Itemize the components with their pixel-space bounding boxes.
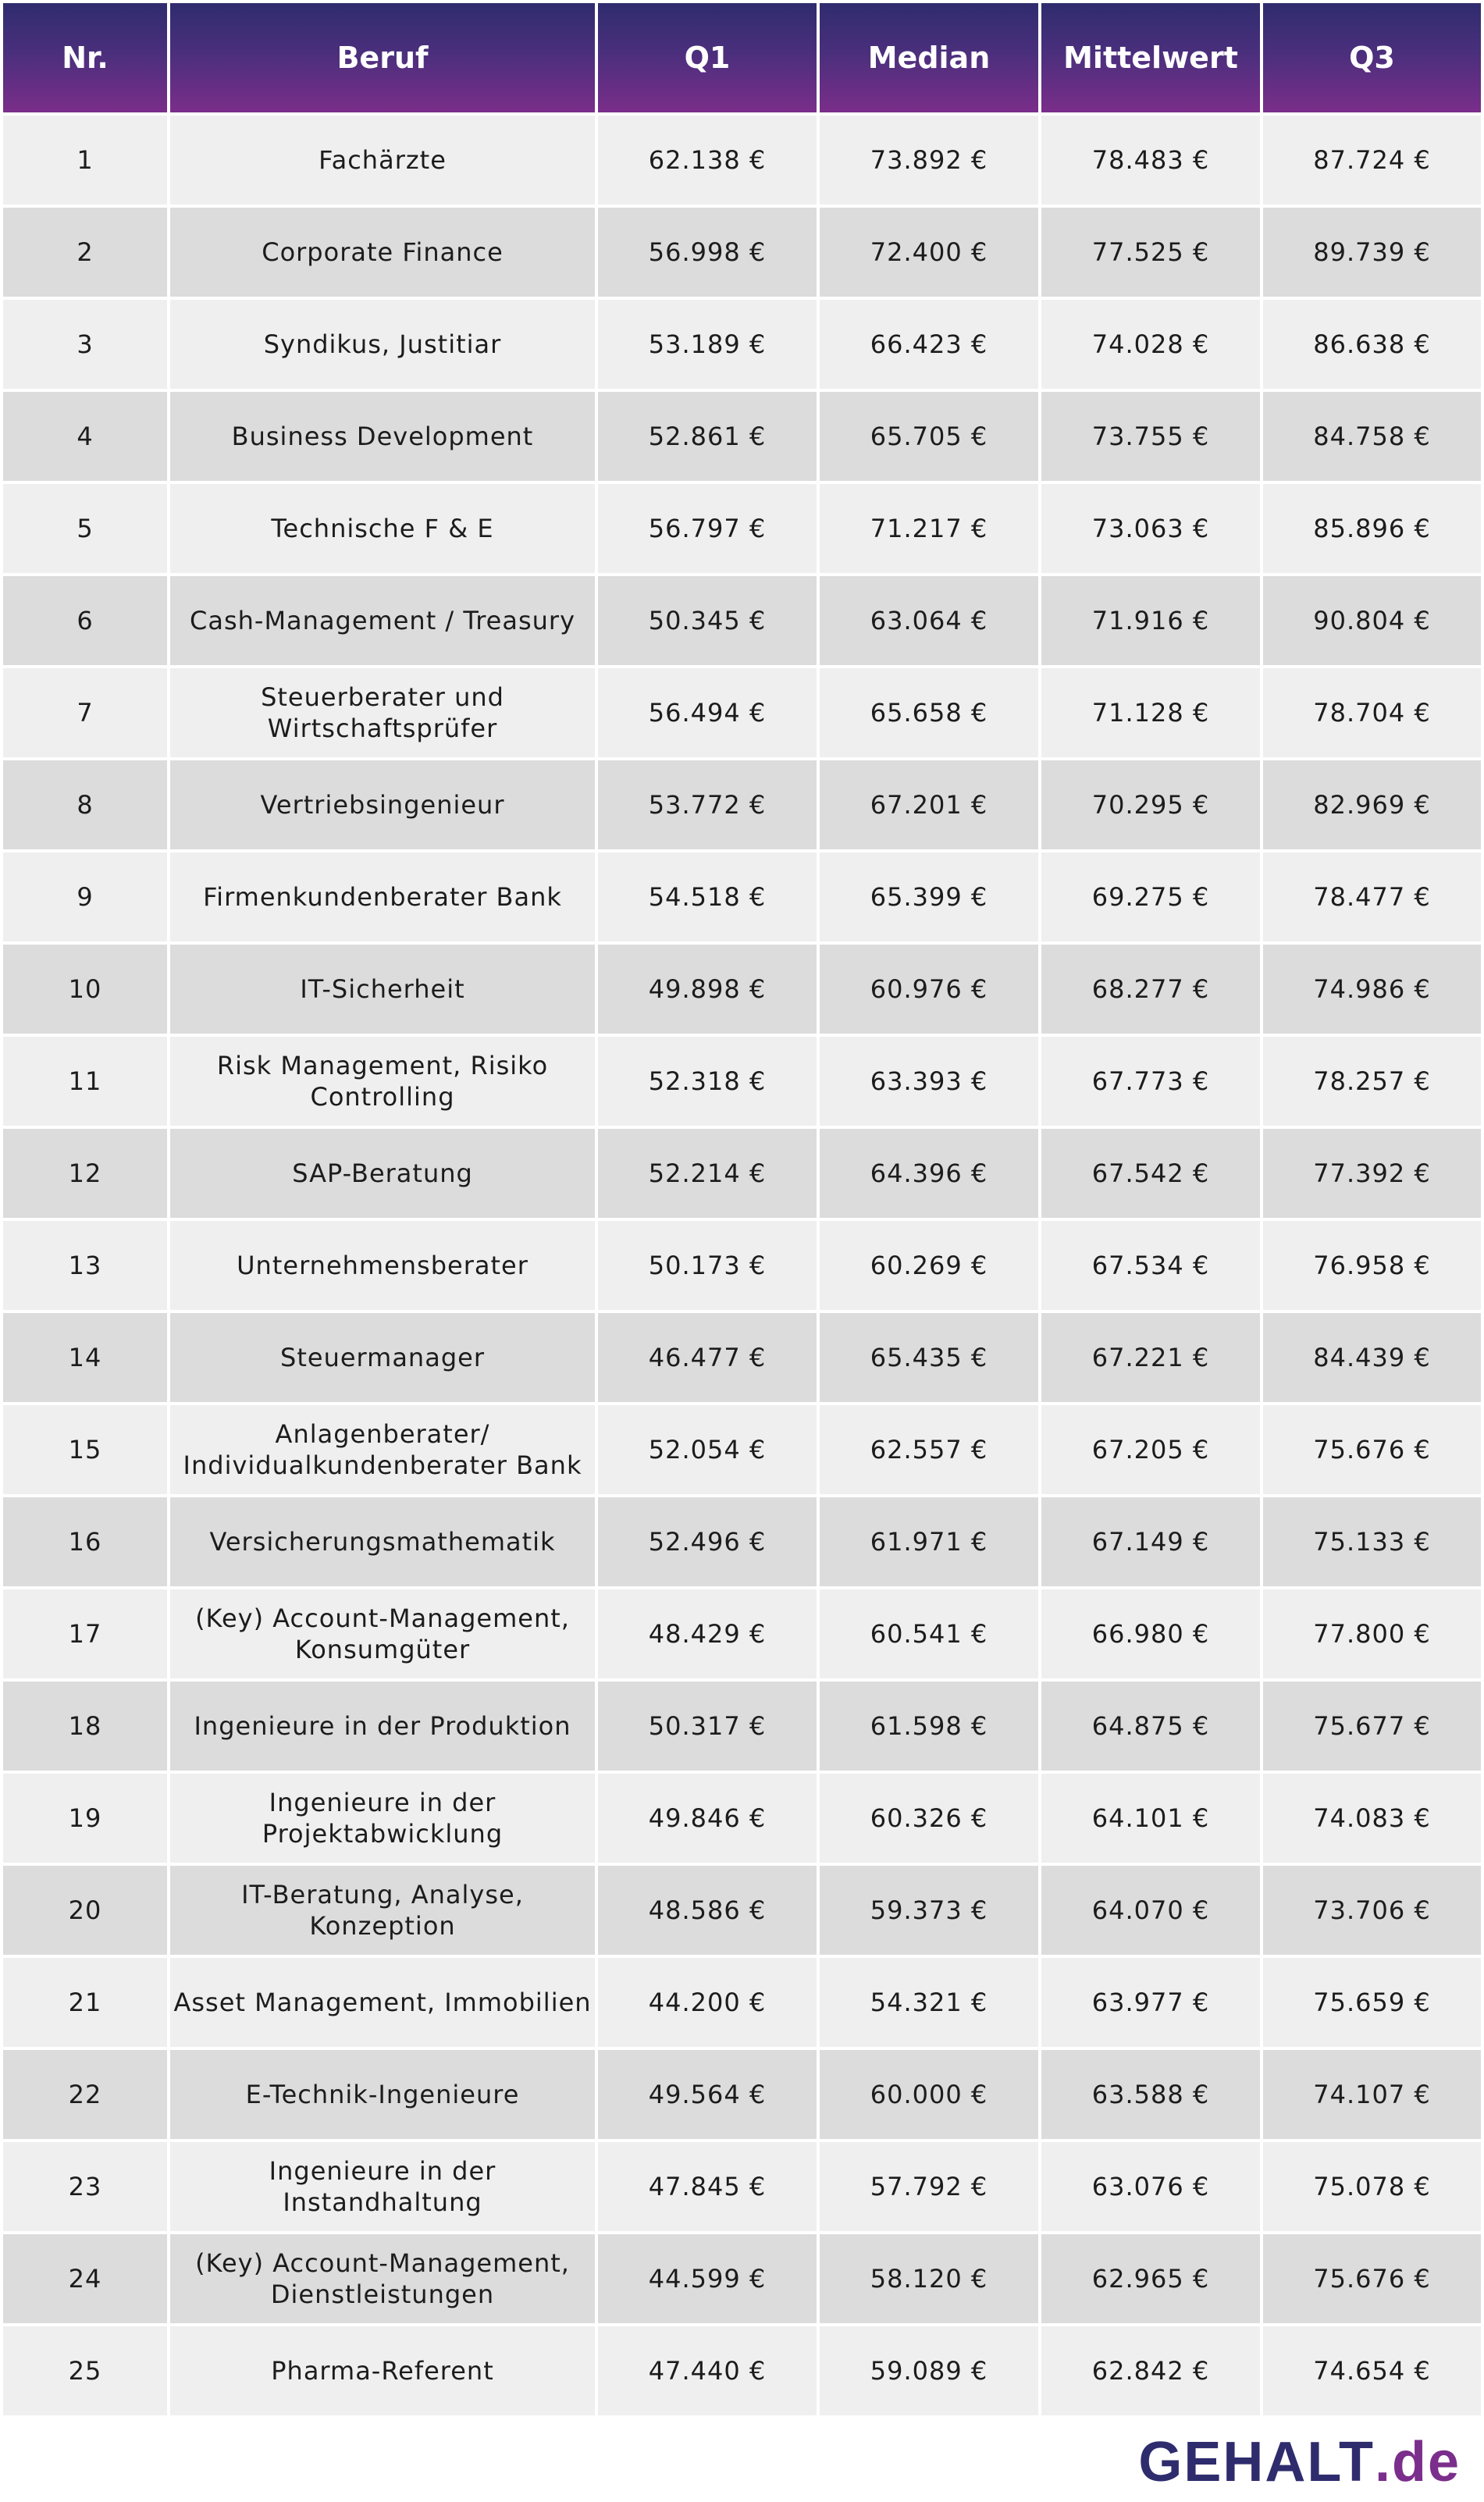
table-row (3, 1405, 1481, 1494)
mean-cell: 73.755 € (1041, 392, 1260, 481)
table-row (3, 1958, 1481, 2047)
q1-cell: 52.496 € (598, 1497, 817, 1586)
rank-cell: 2 (3, 208, 167, 297)
logo-main-text: GEHALT (1138, 2431, 1375, 2493)
q1-cell: 56.797 € (598, 484, 817, 573)
table-row (3, 2326, 1481, 2415)
q3-cell: 75.133 € (1263, 1497, 1481, 1586)
job-title-cell: Vertriebsingenieur (170, 760, 595, 849)
job-title-cell: Technische F & E (170, 484, 595, 573)
mean-cell: 78.483 € (1041, 116, 1260, 205)
job-title-cell: Steuermanager (170, 1313, 595, 1402)
q3-cell: 77.392 € (1263, 1129, 1481, 1218)
q1-cell: 49.564 € (598, 2050, 817, 2139)
q1-cell: 48.586 € (598, 1866, 817, 1955)
q1-cell: 48.429 € (598, 1589, 817, 1678)
table-row (3, 945, 1481, 1034)
mean-cell: 63.977 € (1041, 1958, 1260, 2047)
median-cell: 60.541 € (820, 1589, 1038, 1678)
rank-cell: 21 (3, 1958, 167, 2047)
q1-cell: 46.477 € (598, 1313, 817, 1402)
table-row (3, 116, 1481, 205)
median-cell: 57.792 € (820, 2142, 1038, 2231)
job-title-cell: Versicherungsmathematik (170, 1497, 595, 1586)
q3-cell: 90.804 € (1263, 576, 1481, 665)
q1-cell: 52.214 € (598, 1129, 817, 1218)
job-title-cell: Pharma-Referent (170, 2326, 595, 2415)
median-cell: 63.393 € (820, 1037, 1038, 1126)
table-row (3, 2142, 1481, 2231)
job-title-cell: E-Technik-Ingenieure (170, 2050, 595, 2139)
column-header-median: Median (820, 3, 1038, 112)
rank-cell: 10 (3, 945, 167, 1034)
median-cell: 60.326 € (820, 1774, 1038, 1863)
q1-cell: 44.599 € (598, 2234, 817, 2323)
table-row (3, 1589, 1481, 1678)
rank-cell: 16 (3, 1497, 167, 1586)
median-cell: 65.705 € (820, 392, 1038, 481)
rank-cell: 19 (3, 1774, 167, 1863)
table-row (3, 668, 1481, 757)
mean-cell: 67.221 € (1041, 1313, 1260, 1402)
q3-cell: 76.958 € (1263, 1221, 1481, 1310)
job-title-cell: Ingenieure in der Produktion (170, 1682, 595, 1771)
mean-cell: 64.101 € (1041, 1774, 1260, 1863)
mean-cell: 62.842 € (1041, 2326, 1260, 2415)
table-body (3, 116, 1481, 2415)
mean-cell: 63.588 € (1041, 2050, 1260, 2139)
q1-cell: 50.317 € (598, 1682, 817, 1771)
job-title-cell: Unternehmensberater (170, 1221, 595, 1310)
table-header (3, 3, 1481, 112)
median-cell: 66.423 € (820, 300, 1038, 389)
median-cell: 65.399 € (820, 852, 1038, 941)
median-cell: 60.269 € (820, 1221, 1038, 1310)
median-cell: 73.892 € (820, 116, 1038, 205)
job-title-cell: Firmenkundenberater Bank (170, 852, 595, 941)
q1-cell: 52.861 € (598, 392, 817, 481)
q3-cell: 75.677 € (1263, 1682, 1481, 1771)
rank-cell: 12 (3, 1129, 167, 1218)
job-title-cell: IT-Beratung, Analyse, Konzeption (170, 1866, 595, 1955)
table-row (3, 392, 1481, 481)
q1-cell: 49.846 € (598, 1774, 817, 1863)
mean-cell: 67.773 € (1041, 1037, 1260, 1126)
rank-cell: 9 (3, 852, 167, 941)
table-row (3, 2234, 1481, 2323)
q3-cell: 84.758 € (1263, 392, 1481, 481)
table-row (3, 208, 1481, 297)
table-row (3, 1497, 1481, 1586)
q3-cell: 74.083 € (1263, 1774, 1481, 1863)
job-title-cell: Ingenieure in der Instandhaltung (170, 2142, 595, 2231)
q3-cell: 75.659 € (1263, 1958, 1481, 2047)
rank-cell: 20 (3, 1866, 167, 1955)
mean-cell: 73.063 € (1041, 484, 1260, 573)
table-row (3, 760, 1481, 849)
q3-cell: 77.800 € (1263, 1589, 1481, 1678)
mean-cell: 62.965 € (1041, 2234, 1260, 2323)
median-cell: 71.217 € (820, 484, 1038, 573)
table-row (3, 852, 1481, 941)
table-row (3, 1129, 1481, 1218)
q3-cell: 75.676 € (1263, 2234, 1481, 2323)
rank-cell: 14 (3, 1313, 167, 1402)
table-row (3, 1313, 1481, 1402)
median-cell: 65.658 € (820, 668, 1038, 757)
q1-cell: 52.054 € (598, 1405, 817, 1494)
median-cell: 72.400 € (820, 208, 1038, 297)
job-title-cell: Risk Management, Risiko Controlling (170, 1037, 595, 1126)
mean-cell: 66.980 € (1041, 1589, 1260, 1678)
rank-cell: 6 (3, 576, 167, 665)
q3-cell: 86.638 € (1263, 300, 1481, 389)
q1-cell: 44.200 € (598, 1958, 817, 2047)
mean-cell: 71.916 € (1041, 576, 1260, 665)
q3-cell: 74.107 € (1263, 2050, 1481, 2139)
q1-cell: 50.345 € (598, 576, 817, 665)
column-header-nr: Nr. (3, 3, 167, 112)
median-cell: 54.321 € (820, 1958, 1038, 2047)
mean-cell: 67.205 € (1041, 1405, 1260, 1494)
table-row (3, 300, 1481, 389)
logo-tld-text: .de (1374, 2431, 1461, 2493)
table-row (3, 1037, 1481, 1126)
q1-cell: 56.998 € (598, 208, 817, 297)
mean-cell: 68.277 € (1041, 945, 1260, 1034)
job-title-cell: Business Development (170, 392, 595, 481)
rank-cell: 3 (3, 300, 167, 389)
column-header-beruf: Beruf (170, 3, 595, 112)
q3-cell: 82.969 € (1263, 760, 1481, 849)
median-cell: 67.201 € (820, 760, 1038, 849)
q3-cell: 78.704 € (1263, 668, 1481, 757)
rank-cell: 23 (3, 2142, 167, 2231)
job-title-cell: Corporate Finance (170, 208, 595, 297)
q3-cell: 75.078 € (1263, 2142, 1481, 2231)
table-row (3, 2050, 1481, 2139)
q1-cell: 50.173 € (598, 1221, 817, 1310)
job-title-cell: Cash-Management / Treasury (170, 576, 595, 665)
table-row (3, 1866, 1481, 1955)
median-cell: 59.089 € (820, 2326, 1038, 2415)
median-cell: 64.396 € (820, 1129, 1038, 1218)
column-header-mittelwert: Mittelwert (1041, 3, 1260, 112)
q3-cell: 74.654 € (1263, 2326, 1481, 2415)
median-cell: 60.976 € (820, 945, 1038, 1034)
q1-cell: 47.440 € (598, 2326, 817, 2415)
rank-cell: 7 (3, 668, 167, 757)
q3-cell: 87.724 € (1263, 116, 1481, 205)
rank-cell: 17 (3, 1589, 167, 1678)
job-title-cell: (Key) Account-Management, Konsumgüter (170, 1589, 595, 1678)
job-title-cell: Anlagenberater/ Individualkundenberater Bank (170, 1405, 595, 1494)
job-title-cell: Asset Management, Immobilien (170, 1958, 595, 2047)
q3-cell: 74.986 € (1263, 945, 1481, 1034)
rank-cell: 18 (3, 1682, 167, 1771)
mean-cell: 74.028 € (1041, 300, 1260, 389)
mean-cell: 67.149 € (1041, 1497, 1260, 1586)
rank-cell: 4 (3, 392, 167, 481)
q3-cell: 73.706 € (1263, 1866, 1481, 1955)
q1-cell: 53.189 € (598, 300, 817, 389)
gehalt-logo (1138, 2432, 1461, 2494)
q1-cell: 54.518 € (598, 852, 817, 941)
q3-cell: 84.439 € (1263, 1313, 1481, 1402)
median-cell: 58.120 € (820, 2234, 1038, 2323)
rank-cell: 5 (3, 484, 167, 573)
table-row (3, 1682, 1481, 1771)
median-cell: 62.557 € (820, 1405, 1038, 1494)
mean-cell: 71.128 € (1041, 668, 1260, 757)
q1-cell: 52.318 € (598, 1037, 817, 1126)
q3-cell: 89.739 € (1263, 208, 1481, 297)
median-cell: 60.000 € (820, 2050, 1038, 2139)
rank-cell: 11 (3, 1037, 167, 1126)
job-title-cell: Ingenieure in der Projektabwicklung (170, 1774, 595, 1863)
mean-cell: 67.534 € (1041, 1221, 1260, 1310)
rank-cell: 25 (3, 2326, 167, 2415)
q1-cell: 49.898 € (598, 945, 817, 1034)
rank-cell: 24 (3, 2234, 167, 2323)
q1-cell: 47.845 € (598, 2142, 817, 2231)
rank-cell: 15 (3, 1405, 167, 1494)
table-row (3, 484, 1481, 573)
q1-cell: 62.138 € (598, 116, 817, 205)
job-title-cell: Fachärzte (170, 116, 595, 205)
median-cell: 61.971 € (820, 1497, 1038, 1586)
median-cell: 65.435 € (820, 1313, 1038, 1402)
median-cell: 63.064 € (820, 576, 1038, 665)
table-row (3, 576, 1481, 665)
q1-cell: 53.772 € (598, 760, 817, 849)
mean-cell: 70.295 € (1041, 760, 1260, 849)
mean-cell: 63.076 € (1041, 2142, 1260, 2231)
job-title-cell: (Key) Account-Management, Dienstleistungen (170, 2234, 595, 2323)
job-title-cell: Syndikus, Justitiar (170, 300, 595, 389)
rank-cell: 8 (3, 760, 167, 849)
rank-cell: 1 (3, 116, 167, 205)
salary-table (3, 3, 1481, 2418)
rank-cell: 22 (3, 2050, 167, 2139)
table-row (3, 1774, 1481, 1863)
mean-cell: 69.275 € (1041, 852, 1260, 941)
mean-cell: 67.542 € (1041, 1129, 1260, 1218)
mean-cell: 77.525 € (1041, 208, 1260, 297)
column-header-q3: Q3 (1263, 3, 1481, 112)
rank-cell: 13 (3, 1221, 167, 1310)
job-title-cell: Steuerberater und Wirtschaftsprüfer (170, 668, 595, 757)
column-header-q1: Q1 (598, 3, 817, 112)
q3-cell: 78.477 € (1263, 852, 1481, 941)
table-row (3, 1221, 1481, 1310)
job-title-cell: SAP-Beratung (170, 1129, 595, 1218)
mean-cell: 64.070 € (1041, 1866, 1260, 1955)
mean-cell: 64.875 € (1041, 1682, 1260, 1771)
q3-cell: 78.257 € (1263, 1037, 1481, 1126)
median-cell: 59.373 € (820, 1866, 1038, 1955)
job-title-cell: IT-Sicherheit (170, 945, 595, 1034)
q3-cell: 85.896 € (1263, 484, 1481, 573)
q3-cell: 75.676 € (1263, 1405, 1481, 1494)
median-cell: 61.598 € (820, 1682, 1038, 1771)
q1-cell: 56.494 € (598, 668, 817, 757)
